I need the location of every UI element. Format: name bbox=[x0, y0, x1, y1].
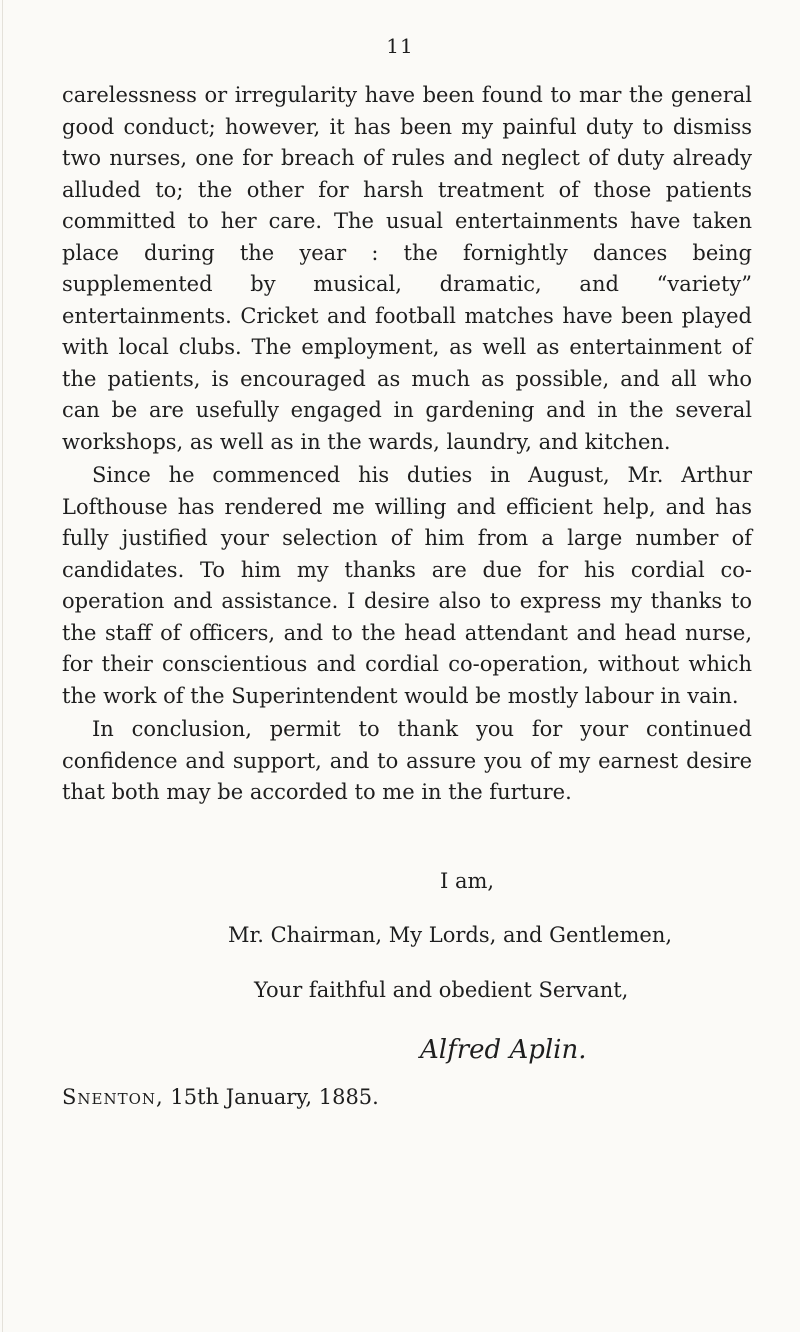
paragraph-3: In conclusion, permit to thank you for your continued confidence and support, and to assure you of my earnest desire that both may be accorded to me in the furture. bbox=[62, 717, 752, 804]
report-body bbox=[62, 80, 752, 809]
date: 15th January, 1885. bbox=[170, 1085, 379, 1109]
place: Snenton, bbox=[62, 1085, 164, 1109]
paragraph-1: carelessness or irregularity have been found to mar the general good conduct; however, it has been my painful duty to dismiss two nurses, one for breach of rules and neglect of duty already alluded to; the other for harsh treatment of those patients committed to her care. The usual entertainments have taken place during the year : the fornightly dances being supplemented by musical, dramatic, and “variety” entertainments. Cricket and football matches have been played with local clubs. The employment, as well as entertainment of the patients, is encouraged as much as possible, and all who can be are usefully engaged in gardening and in the several workshops, as well as in the wards, laundry, and kitchen. bbox=[62, 83, 752, 454]
paragraph-2: Since he commenced his duties in August, Mr. Arthur Lofthouse has rendered me willing and efficient help, and has fully justified your selection of him from a large number of candidates. To him my thanks are due for his cordial co-operation and assistance. I desire also to express my thanks to the staff of officers, and to the head attendant and head nurse, for their conscientious and cordial co-operation, without which the work of the Superintendent would be mostly labour in vain. bbox=[62, 463, 752, 708]
signature: Alfred Aplin. bbox=[420, 1035, 587, 1065]
place-date-line bbox=[62, 1085, 379, 1109]
page-edge bbox=[2, 0, 3, 1332]
closing-salutation: Mr. Chairman, My Lords, and Gentlemen, bbox=[228, 923, 673, 947]
page-number: 11 bbox=[386, 34, 414, 58]
closing-servant: Your faithful and obedient Servant, bbox=[254, 978, 629, 1002]
closing-i-am: I am, bbox=[440, 869, 495, 893]
